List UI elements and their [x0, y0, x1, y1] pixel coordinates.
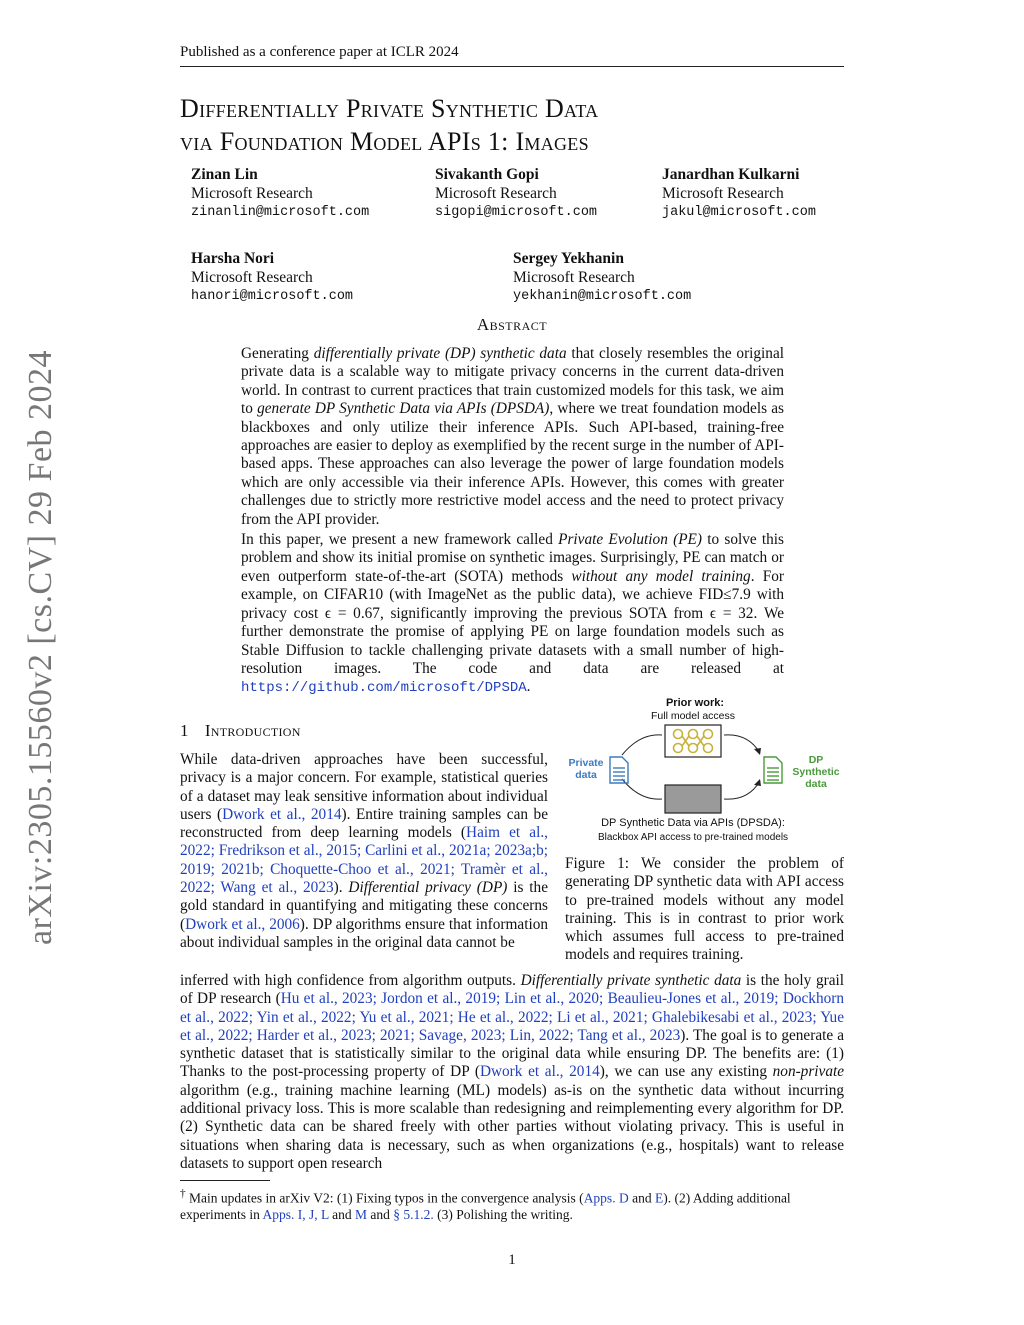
- prior-work-title: Prior work:: [665, 697, 725, 709]
- figure-1-caption: Figure 1: We consider the problem of generating DP synthetic data with API access to pre-trained models without any model training. This is in contrast to prior work which assumes full access to pre-trained models and requires training.: [565, 855, 844, 964]
- dp-synthetic-label: Synthetic: [792, 766, 840, 778]
- author-email[interactable]: zinanlin@microsoft.com: [191, 205, 370, 220]
- section-heading-introduction: [180, 721, 301, 741]
- running-header: Published as a conference paper at ICLR 2024: [180, 44, 459, 60]
- intro-paragraph-full: inferred with high confidence from algorithm outputs. Differentially private synthetic data is the holy grail of DP research (Hu et al., 2023; Jordon et al., 2019; Lin et al., 2020; Beaulieu-Jones et al., 2019; Dockhorn et al., 2022; Yin et al., 2022; Yu et al., 2021; He et al., 2022; Li et al., 2021; Ghalebikesabi et al., 2023; Yue et al., 2022; Harder et al., 2023; 2021; Savage, 2023; Lin, 2022; Tang et al., 2023). The goal is to generate a synthetic dataset that is statistically similar to the original data while ensuring DP. The benefits are: (1) Thanks to the post-processing property of DP (Dwork et al., 2014), we can use any existing non-private algorithm (e.g., training machine learning (ML) models) as-is on the synthetic data without incurring additional privacy loss. This is more scalable than redesigning and reimplementing every algorithm for DP. (2) Synthetic data can be shared freely with other parties without violating privacy. This is useful in situations when sharing data is necessary, such as when organizations (e.g., hospitals) want to release datasets to support open research: [180, 972, 845, 1172]
- author-name: Zinan Lin: [191, 166, 258, 183]
- arrowhead-icon: [754, 779, 761, 786]
- abstract-paragraph: Generating differentially private (DP) synthetic data that closely resembles the original private data is a scalable way to mitigate privacy concerns in the current data-driven world. In contrast to current practices that train customized models for this task, we aim to generate DP Synthetic Data via APIs (DPSDA), where we treat foundation models as blackboxes and only utilize their inference APIs. Such API-based, training-free approaches are easier to deploy as exemplified by the recent surge in the number of API-based apps. These approaches can also leverage the power of large foundation models which are only accessible via their inference APIs. However, this comes with greater challenges due to strictly more restrictive model access and the need to protect privacy from the API provider.: [241, 345, 784, 528]
- author-name: Sergey Yekhanin: [513, 250, 624, 267]
- title-line-1: Differentially Private Synthetic Data: [180, 94, 599, 123]
- dp-synthetic-label: data: [805, 778, 827, 790]
- arrowhead-icon: [754, 748, 761, 755]
- emphasis: differentially private (DP) synthetic data: [313, 345, 567, 362]
- author-name: Sivakanth Gopi: [435, 166, 539, 183]
- author-affiliation: Microsoft Research: [435, 185, 557, 202]
- arrow-api-to-synthetic: [724, 781, 760, 799]
- emphasis: generate DP Synthetic Data via APIs (DPSDA): [257, 400, 550, 418]
- author-affiliation: Microsoft Research: [191, 185, 313, 202]
- figure-1-diagram: [560, 693, 850, 848]
- citation-link[interactable]: Hu et al., 2023; Jordon et al., 2019; Lin et al., 2020; Beaulieu-Jones et al., 2019; Dockhorn et al., 2022; Yin et al., 2022; Yu et al., 2021; He et al., 2022; Li et al., 2021; Ghalebikesabi et al., 2023; Yue et al., 2022; Harder et al., 2023; 2021; Savage, 2023; Lin, 2022; Tang et al., 2023: [180, 990, 844, 1044]
- author-block: [191, 249, 353, 306]
- author-block: [191, 165, 369, 222]
- synthetic-document-icon: [764, 757, 782, 783]
- author-affiliation: Microsoft Research: [191, 269, 313, 286]
- author-email[interactable]: jakul@microsoft.com: [662, 205, 816, 220]
- author-email[interactable]: sigopi@microsoft.com: [435, 205, 598, 220]
- dpsda-subtitle: Blackbox API access to pre-trained models: [597, 832, 789, 843]
- prior-work-subtitle: Full model access: [650, 710, 736, 722]
- footnote-mark: †: [180, 1188, 186, 1200]
- code-link[interactable]: https://github.com/microsoft/DPSDA: [241, 680, 527, 697]
- dpsda-title: DP Synthetic Data via APIs (DPSDA):: [601, 817, 785, 829]
- appendix-link[interactable]: Apps. I, J, L: [262, 1207, 329, 1222]
- author-email[interactable]: hanori@microsoft.com: [191, 289, 354, 304]
- title-line-2: via Foundation Model APIs 1: Images: [180, 127, 589, 156]
- footnote-rule: [180, 1180, 270, 1181]
- author-block: [513, 249, 691, 306]
- dp-synthetic-label: DP: [808, 754, 824, 766]
- author-block: [662, 165, 816, 222]
- page-number: 1: [508, 1252, 516, 1268]
- paper-title: [180, 92, 598, 158]
- abstract-body: [241, 345, 784, 700]
- header-rule: [180, 66, 844, 67]
- arrow-model-to-synthetic: [724, 735, 760, 753]
- section-title: Introduction: [204, 721, 301, 740]
- author-affiliation: Microsoft Research: [662, 185, 784, 202]
- intro-paragraph-column: While data-driven approaches have been successful, privacy is a major concern. For example, statistical queries of a dataset may leak sensitive information about individual users (Dwork et al., 2014). Entire training samples can be reconstructed from deep learning models (Haim et al., 2022; Fredrikson et al., 2015; Carlini et al., 2021a; 2023a;b; 2019; 2021b; Choquette-Choo et al., 2021; Tramèr et al., 2022; Wang et al., 2023). Differential privacy (DP) is the gold standard in quantifying and mitigating these concerns (Dwork et al., 2006). DP algorithms ensure that information about individual samples in the original data cannot be: [180, 751, 548, 951]
- emphasis: without any model training: [571, 567, 751, 585]
- citation-link[interactable]: Dwork et al., 2014: [222, 805, 342, 823]
- emphasis: Private Evolution (PE): [558, 531, 702, 549]
- blackbox-api-box: [665, 785, 721, 813]
- emphasis: non-private: [772, 1063, 845, 1081]
- author-name: Janardhan Kulkarni: [662, 166, 800, 183]
- author-email[interactable]: yekhanin@microsoft.com: [513, 289, 692, 304]
- citation-link[interactable]: Haim et al., 2022; Fredrikson et al., 2015; Carlini et al., 2021a; 2023a;b; 2019; 2021b; Choquette-Choo et al., 2021; Tramèr et al., 2022; Wang et al., 2023: [180, 824, 548, 897]
- arxiv-sidebar-id: arXiv:2305.15560v2 [cs.CV] 29 Feb 2024: [22, 349, 59, 945]
- citation-link[interactable]: Dwork et al., 2014: [479, 1063, 600, 1081]
- abstract-paragraph: In this paper, we present a new framework called Private Evolution (PE) to solve this problem and show its initial promise on synthetic images. Surprisingly, PE can match or even outperform state-of-the-art (SOTA) methods without any model training. For example, on CIFAR10 (with ImageNet as the public data), we achieve FID≤7.9 with privacy cost ϵ = 0.67, significantly improving the previous SOTA from ϵ = 32. We further demonstrate the promise of applying PE on large foundation models such as Stable Diffusion to tackle challenging private datasets with a small number of high-resolution images. The code and data are released at https://github.com/microsoft/DPSDA.: [241, 531, 784, 697]
- section-link[interactable]: § 5.1.2.: [393, 1207, 434, 1222]
- author-affiliation: Microsoft Research: [513, 269, 635, 286]
- private-document-icon: [610, 757, 628, 783]
- section-number: 1: [180, 721, 189, 740]
- appendix-link[interactable]: E: [654, 1190, 664, 1206]
- abstract-heading: Abstract: [476, 315, 548, 334]
- appendix-link[interactable]: Apps. D: [583, 1190, 629, 1206]
- footnote: † Main updates in arXiv V2: (1) Fixing typos in the convergence analysis (Apps. D and E). (2) Adding additional experiments in Apps. I, J, L and M and § 5.1.2. (3) Polishing the writing.: [180, 1188, 791, 1222]
- author-block: [435, 165, 597, 222]
- author-name: Harsha Nori: [191, 250, 275, 267]
- private-data-label: Private: [568, 757, 604, 769]
- private-data-label: data: [575, 769, 597, 781]
- appendix-link[interactable]: M: [354, 1207, 367, 1222]
- arrow-private-to-model: [622, 735, 662, 755]
- emphasis: Differentially private synthetic data: [520, 972, 742, 989]
- emphasis: Differential privacy (DP): [348, 879, 508, 897]
- citation-link[interactable]: Dwork et al., 2006: [185, 915, 300, 933]
